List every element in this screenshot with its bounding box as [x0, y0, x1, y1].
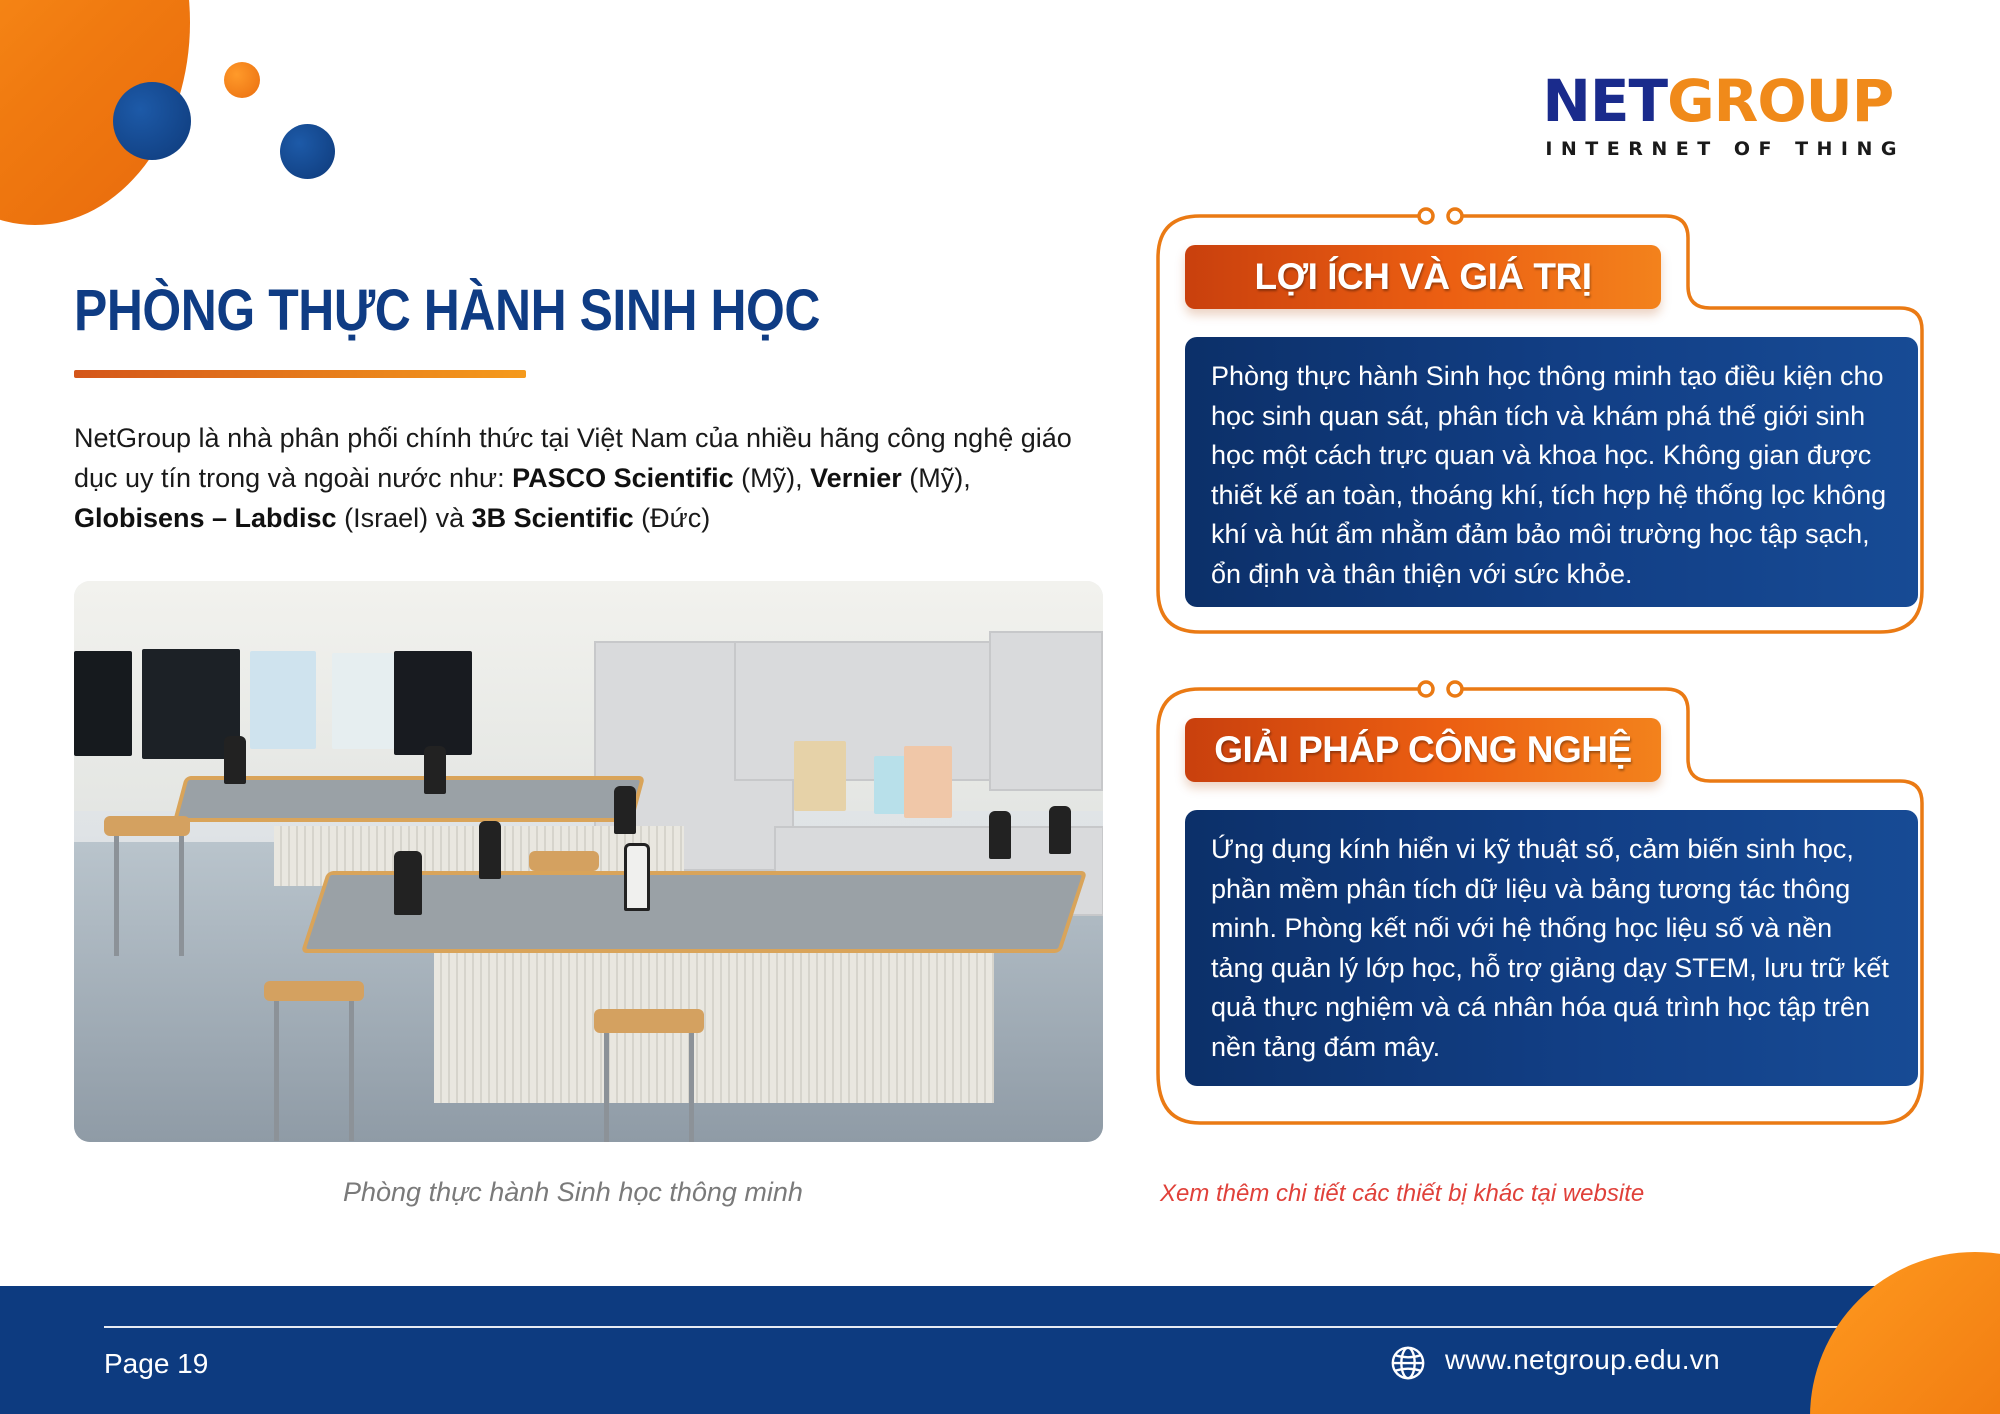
technology-heading-text: GIẢI PHÁP CÔNG NGHỆ	[1214, 729, 1632, 770]
decorative-corner-bottom-right	[1810, 1252, 2000, 1414]
benefits-heading-text: LỢI ÍCH VÀ GIÁ TRỊ	[1254, 256, 1592, 297]
intro-text: (Mỹ),	[733, 463, 811, 493]
photo-caption: Phòng thực hành Sinh học thông minh	[343, 1177, 803, 1207]
page-number: Page 19	[104, 1348, 209, 1379]
brand-pasco: PASCO Scientific	[512, 463, 734, 493]
logo-net-text: NET	[1542, 67, 1668, 135]
intro-paragraph	[74, 418, 1074, 538]
brand-3b-scientific: 3B Scientific	[471, 503, 634, 533]
page-title: PHÒNG THỰC HÀNH SINH HỌC	[74, 278, 821, 343]
netgroup-logo	[1542, 67, 1905, 160]
website-more-link[interactable]: Xem thêm chi tiết các thiết bị khác tại website	[1160, 1180, 1645, 1207]
title-underline	[74, 370, 526, 378]
decorative-dot	[280, 124, 335, 179]
brand-vernier: Vernier	[810, 463, 902, 493]
intro-text: (Israel) và	[336, 503, 472, 533]
intro-text: (Mỹ),	[901, 463, 971, 493]
intro-text: (Đức)	[633, 503, 711, 533]
globe-icon	[1389, 1344, 1427, 1382]
website-url[interactable]: www.netgroup.edu.vn	[1445, 1344, 1720, 1375]
footer-divider	[104, 1326, 1894, 1328]
decorative-dot	[113, 82, 191, 160]
intro-text: NetGroup là nhà phân phối chính thức tại Việt Nam của nhiều hãng công nghệ giáo dục uy tín trong và ngoài nước như:	[74, 423, 1072, 493]
logo-group-text: GROUP	[1667, 67, 1894, 135]
technology-card-heading	[1185, 718, 1661, 782]
benefits-card-heading	[1185, 245, 1661, 309]
logo-tagline: INTERNET OF THING	[1545, 138, 1905, 160]
brand-globisens: Globisens – Labdisc	[74, 503, 337, 533]
benefits-card-body: Phòng thực hành Sinh học thông minh tạo điều kiện cho học sinh quan sát, phân tích và khám phá thế giới sinh học một cách trực quan và khoa học. Không gian được thiết kế an toàn, thoáng khí, tích hợp hệ thống lọc không khí và hút ẩm nhằm đảm bảo môi trường học tập sạch, ổn định và thân thiện với sức khỏe.	[1185, 337, 1918, 607]
technology-card-body: Ứng dụng kính hiển vi kỹ thuật số, cảm biến sinh học, phần mềm phân tích dữ liệu và bảng tương tác thông minh. Phòng kết nối với hệ thống học liệu số và nền tảng quản lý lớp học, hỗ trợ giảng dạy STEM, lưu trữ kết quả thực nghiệm và cá nhân hóa quá trình học tập trên nền tảng đám mây.	[1185, 810, 1918, 1086]
decorative-dot	[224, 62, 260, 98]
biology-lab-photo	[74, 581, 1103, 1142]
footer-bar	[0, 1286, 2000, 1414]
